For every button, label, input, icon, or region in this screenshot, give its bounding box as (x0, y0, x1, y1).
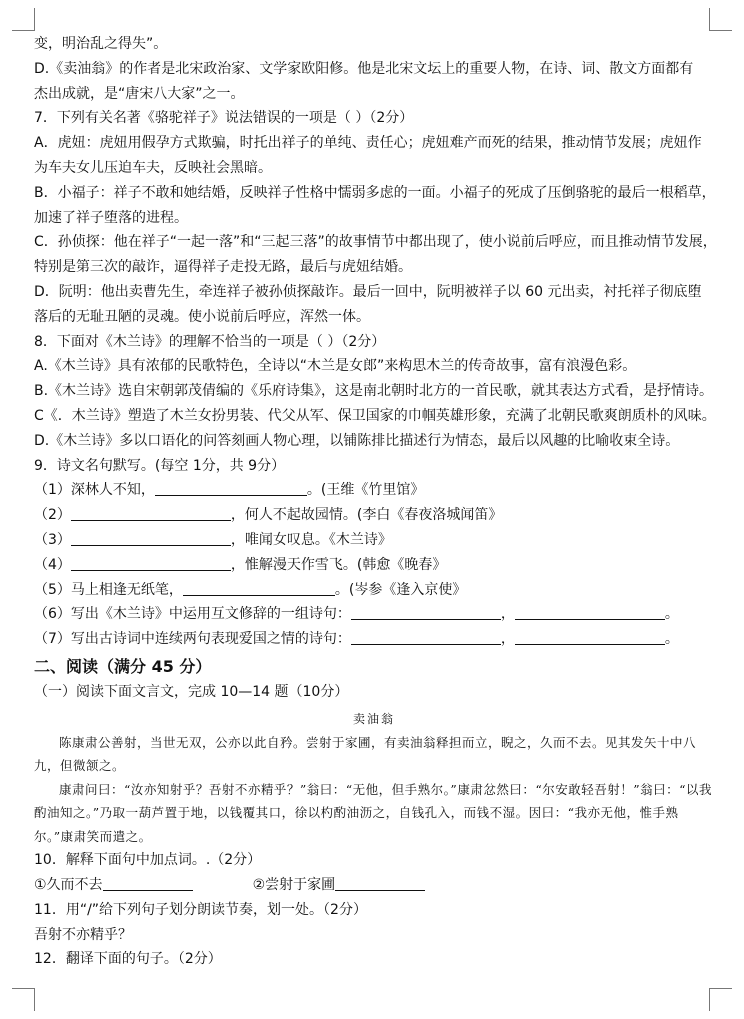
text-line: 落后的无耻丑陋的灵魂。使小说前后呼应，浑然一体。 (34, 308, 370, 325)
option-d-line: D.《木兰诗》多以口语化的问答刻画人物心理，以铺陈排比描述行为情态，最后以风趣的比喻收束全诗。 (34, 432, 680, 449)
question-11: 11．用“/”给下列句子划分朗读节奏，划一处。（2分） (34, 901, 367, 918)
answer-blank[interactable] (71, 531, 231, 546)
passage-paragraph: 陈康肃公善射，当世无双，公亦以此自矜。尝射于家圃，有卖油翁释担而立，睨之，久而不去。见其发矢十中八九，但微颔之。 (34, 734, 697, 774)
fill-blank-5 (34, 578, 714, 603)
option-a-line: A．虎妞：虎妞用假孕方式欺骗，时托出祥子的单纯、责任心；虎妞难产而死的结果，推动情节发展；虎妞作 (34, 135, 702, 152)
fill-blank-3 (34, 528, 714, 553)
prompt-text: ，何人不起故园情。(李白《春夜洛城闻笛》 (230, 507, 503, 524)
prompt-text: （7）写出古诗词中连续两句表现爱国之情的诗句： (34, 631, 351, 648)
question-10: 10．解释下面句中加点词。.（2分） (34, 852, 262, 869)
answer-blank[interactable] (351, 630, 501, 645)
prompt-text: ①久而不去 (34, 877, 103, 894)
answer-blank[interactable] (515, 630, 665, 645)
question-7: 7．下列有关名著《骆驼祥子》说法错误的一项是（ ）（2分） (34, 110, 414, 127)
prompt-text: （1）深林人不知， (34, 482, 155, 499)
option-b-line: B.《木兰诗》选自宋朝郭茂倩编的《乐府诗集》，这是南北朝时北方的一首民歌，就其表达方式看，是抒情诗。 (34, 383, 714, 400)
prompt-text: ②尝射于家圃 (252, 877, 336, 894)
option-d-line: D.《卖油翁》的作者是北宋政治家、文学家欧阳修。他是北宋文坛上的重要人物，在诗、词、散文方面都有 (34, 60, 694, 77)
corner-mark-bottom-left (12, 988, 35, 1011)
answer-blank[interactable] (515, 605, 665, 620)
question-11-sentence: 吾射不亦精乎？ (34, 926, 132, 943)
answer-blank[interactable] (103, 876, 193, 891)
section-heading: 二、阅读（满分 45 分） (34, 656, 212, 676)
answer-blank[interactable] (335, 876, 425, 891)
option-b-line: B．小福子：祥子不敢和她结婚，反映祥子性格中懦弱多虑的一面。小福子的死成了压倒骆驼的最后一根稻草， (34, 184, 716, 201)
prompt-text: 。(岑参《逢入京使》 (334, 581, 467, 598)
fill-blank-2 (34, 503, 714, 528)
option-c-line: C．孙侦探：他在祥子“一起一落”和“三起三落”的故事情节中都出现了，使小说前后呼应，而且推动情节发展， (34, 234, 717, 251)
prompt-text: 。(王维《竹里馆》 (306, 482, 425, 499)
passage-paragraph: 康肃问曰：“汝亦知射乎？吾射不亦精乎？”翁曰：“无他，但手熟尔。”康肃忿然曰：“尔安敢轻吾射！”翁曰：“以我酌油知之。”乃取一葫芦置于地，以钱覆其口，徐以杓酌油沥之，自钱孔入，而钱不湿。因曰：“我亦无他，惟手熟尔。”康肃笑而遣之。 (34, 781, 712, 844)
question-12: 12．翻译下面的句子。（2分） (34, 951, 222, 968)
passage-title: 卖油翁 (352, 711, 395, 726)
fill-blank-1 (34, 478, 714, 503)
prompt-text: （3） (34, 531, 71, 548)
text-line: 加速了祥子堕落的进程。 (34, 209, 188, 226)
prompt-text: （5）马上相逢无纸笔， (34, 581, 183, 598)
subsection-heading: （一）阅读下面文言文，完成 10—14 题（10分） (34, 683, 349, 700)
prompt-text: ，唯闻女叹息。《木兰诗》 (230, 531, 392, 548)
answer-blank[interactable] (351, 605, 501, 620)
question-10-items (34, 873, 714, 898)
text-line: 为车夫女儿压迫车夫，反映社会黑暗。 (34, 159, 272, 176)
text-line: 杰出成就，是“唐宋八大家”之一。 (34, 85, 245, 102)
prompt-text: ， (500, 631, 515, 648)
text-line: 变，明治乱之得失”。 (34, 36, 168, 52)
answer-blank[interactable] (155, 481, 307, 496)
prompt-text: （4） (34, 556, 71, 573)
answer-blank[interactable] (183, 581, 335, 596)
text-line: 特别是第三次的敲诈，逼得祥子走投无路，最后与虎妞结婚。 (34, 259, 412, 276)
fill-blank-7 (34, 627, 714, 652)
question-8: 8．下面对《木兰诗》的理解不恰当的一项是（ ）（2分） (34, 333, 386, 350)
exam-page (34, 32, 717, 972)
prompt-text: （6）写出《木兰诗》中运用互文修辞的一组诗句： (34, 606, 351, 623)
corner-mark-bottom-right (709, 988, 732, 1011)
prompt-text: ， (500, 606, 515, 623)
prompt-text: ，惟解漫天作雪飞。(韩愈《晚春》 (230, 556, 447, 573)
prompt-text: 。 (664, 606, 679, 623)
prompt-text: 。 (664, 631, 679, 648)
question-9: 9．诗文名句默写。(每空 1分，共 9分） (34, 457, 286, 474)
option-d-line: D．阮明：他出卖曹先生，牵连祥子被孙侦探敲诈。最后一回中，阮明被祥子以 60 元出卖，衬托祥子彻底堕 (34, 283, 702, 300)
option-a-line: A.《木兰诗》具有浓郁的民歌特色，全诗以“木兰是女郎”来构思木兰的传奇故事，富有浪漫色彩。 (34, 358, 637, 375)
corner-mark-top-left (12, 8, 35, 31)
corner-mark-top-right (709, 8, 732, 31)
fill-blank-4 (34, 553, 714, 578)
fill-blank-6 (34, 602, 714, 627)
answer-blank[interactable] (71, 506, 231, 521)
answer-blank[interactable] (71, 556, 231, 571)
option-c-line: C《．木兰诗》塑造了木兰女扮男装、代父从军、保卫国家的巾帼英雄形象，充满了北朝民歌爽朗质朴的风味。 (34, 407, 716, 424)
prompt-text: （2） (34, 507, 71, 524)
